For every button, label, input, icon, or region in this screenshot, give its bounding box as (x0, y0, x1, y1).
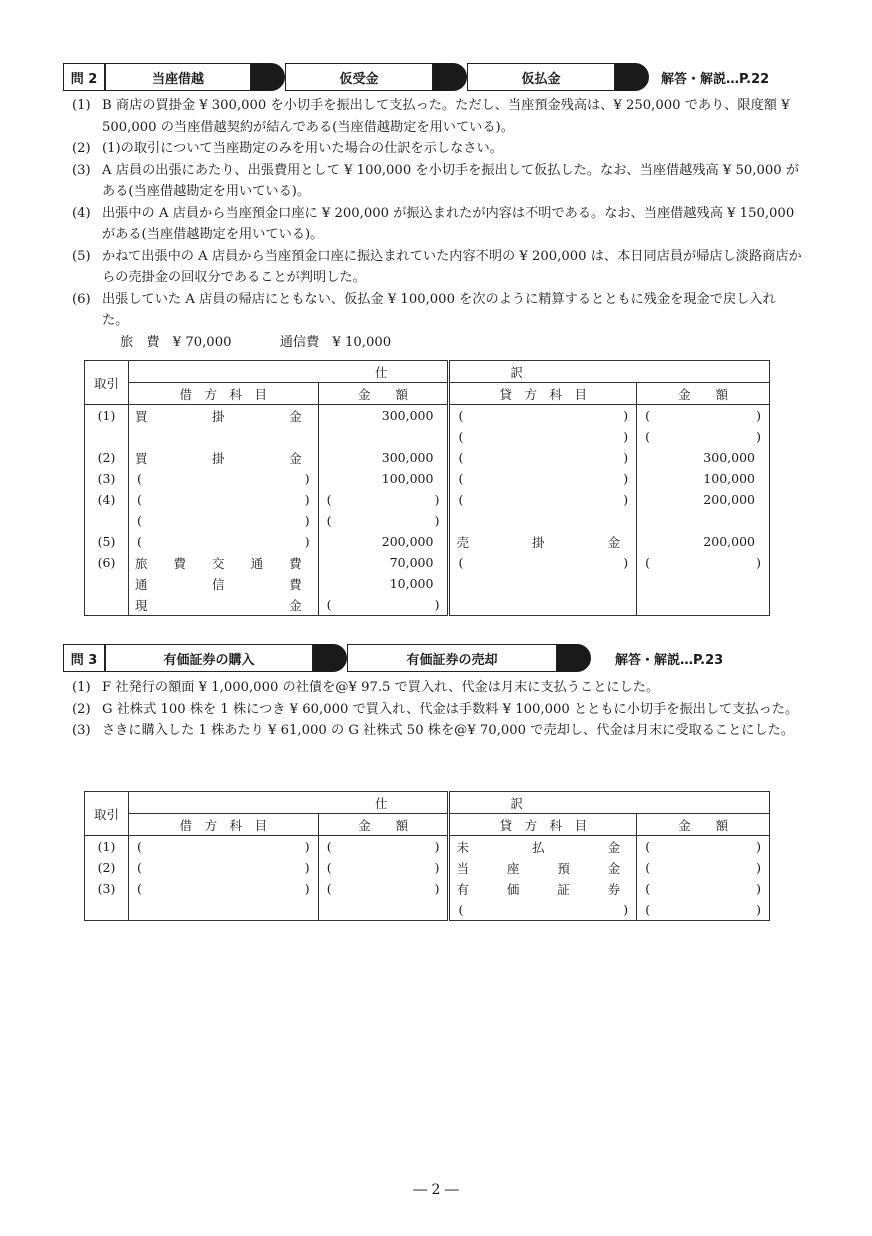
debit-account-cell (128, 405, 318, 427)
q2-table-header-top (85, 361, 770, 383)
debit-amount-cell: 300,000 (318, 447, 449, 468)
debit-amount-cell: ( ) (318, 489, 449, 510)
debit-account-cell-text: 旅 費 交 通 費 (134, 555, 302, 571)
debit-account-cell (128, 594, 318, 616)
credit-amount-cell (637, 594, 770, 616)
torihiki-cell: (2) (85, 447, 129, 468)
credit-account-cell: ( ) (449, 552, 637, 573)
credit-account-cell-text: 未 払 金 (456, 839, 621, 855)
table-row (85, 447, 770, 468)
debit-account-cell-text: 通 信 費 (134, 576, 302, 592)
credit-account-cell: ( ) (449, 447, 637, 468)
credit-amount-cell (637, 510, 770, 531)
credit-amount-cell (637, 573, 770, 594)
credit-account-cell-text: 当 座 預 金 (456, 860, 621, 876)
page-number: ― 2 ― (413, 1182, 459, 1198)
table-row (85, 857, 770, 878)
debit-account-cell: ( ) (128, 489, 318, 510)
credit-account-cell: ( ) (449, 405, 637, 427)
debit-account-cell: ( ) (128, 857, 318, 878)
q3-problem-3: (3) さきに購入した 1 株あたり ¥ 61,000 の G 社株式 50 株を@¥ 70,000 で売却し、代金は月末に受取ることにした。 (72, 723, 795, 738)
credit-amount-cell: 100,000 (637, 468, 770, 489)
q3-journal-table (84, 791, 770, 921)
credit-account-cell: ( ) (449, 468, 637, 489)
q3-col-torihiki: 取引 (85, 792, 129, 836)
q2-problem-6: (6) 出張していた A 店員の帰店にともない、仮払金 ¥ 100,000 を次のように精算するとともに残金を現金で戻し入れた。 (72, 291, 776, 328)
q3-col-amount-debit: 金 額 (318, 814, 449, 836)
table-row (85, 899, 770, 921)
q3-answer-ref: 解答・解説…P.23 (615, 652, 724, 668)
q3-header (63, 644, 723, 672)
credit-account-cell-text: 売 掛 金 (456, 534, 621, 550)
q2-journal-table (84, 360, 770, 616)
q3-number: 問 3 (63, 644, 105, 672)
q2-col-amount-credit: 金 額 (637, 383, 770, 405)
debit-amount-cell: ( ) (318, 857, 449, 878)
torihiki-cell (85, 510, 129, 531)
q3-table-header-top (85, 792, 770, 814)
credit-account-cell (449, 594, 637, 616)
debit-amount-cell: 100,000 (318, 468, 449, 489)
table-row (85, 426, 770, 447)
q2-tag-2: 仮受金 (285, 63, 433, 91)
debit-account-cell: ( ) (128, 836, 318, 858)
q2-header (63, 63, 769, 91)
q2-problem-5: (5) かねて出張中の A 店員から当座預金口座に振込まれていた内容不明の ¥ 200,000 は、本日同店員が帰店し淡路商店からの売掛金の回収分であることが判明した。 (72, 248, 802, 285)
table-row (85, 878, 770, 899)
q3-problems (72, 677, 802, 742)
credit-account-cell (449, 878, 637, 899)
torihiki-cell (85, 426, 129, 447)
q3-tag-2: 有価証券の売却 (347, 644, 557, 672)
credit-amount-cell: ( ) (637, 857, 770, 878)
credit-amount-cell: ( ) (637, 552, 770, 573)
debit-account-cell (128, 899, 318, 921)
q2-col-debit: 借 方 科 目 (128, 383, 318, 405)
q3-problem-1: (1) F 社発行の額面 ¥ 1,000,000 の社債を@¥ 97.5 で買入れ、代金は月末に支払うことにした。 (72, 680, 660, 695)
q2-tag-1: 当座借越 (105, 63, 251, 91)
q2-tag-3: 仮払金 (467, 63, 615, 91)
credit-amount-cell: 200,000 (637, 531, 770, 552)
q3-head-shi: 仕 (128, 792, 449, 814)
q2-sub-item-travel: 旅 費 ¥ 70,000 (120, 334, 232, 350)
torihiki-cell (85, 594, 129, 616)
q2-head-wake: 訳 (449, 361, 770, 383)
q3-problem-2: (2) G 社株式 100 株を 1 株につき ¥ 60,000 で買入れ、代金は手数料 ¥ 100,000 とともに小切手を振出して支払った。 (72, 701, 799, 717)
torihiki-cell: (1) (85, 836, 129, 858)
debit-account-cell: ( ) (128, 468, 318, 489)
credit-account-cell (449, 857, 637, 878)
q2-table-header-sub (85, 383, 770, 405)
torihiki-cell (85, 899, 129, 921)
credit-account-cell (449, 573, 637, 594)
debit-account-cell (128, 552, 318, 573)
credit-account-cell: ( ) (449, 489, 637, 510)
debit-account-cell: ( ) (128, 510, 318, 531)
credit-account-cell: ( ) (449, 426, 637, 447)
q2-tag-cap-1 (251, 63, 285, 91)
torihiki-cell (85, 573, 129, 594)
torihiki-cell: (2) (85, 857, 129, 878)
table-row (85, 510, 770, 531)
table-row (85, 468, 770, 489)
debit-account-cell: ( ) (128, 878, 318, 899)
credit-account-cell (449, 531, 637, 552)
q2-answer-ref: 解答・解説…P.22 (661, 71, 770, 87)
q2-col-amount-debit: 金 額 (318, 383, 449, 405)
torihiki-cell: (3) (85, 468, 129, 489)
credit-account-cell (449, 836, 637, 858)
debit-amount-cell: 200,000 (318, 531, 449, 552)
q2-sub-item-comm: 通信費 ¥ 10,000 (279, 334, 392, 350)
q2-sub-items (72, 332, 802, 354)
debit-account-cell (128, 573, 318, 594)
q2-problem-3: (3) A 店員の出張にあたり、出張費用として ¥ 100,000 を小切手を振出して仮払した。なお、当座借越残高 ¥ 50,000 がある(当座借越勘定を用いている)。 (72, 162, 800, 199)
q3-col-credit: 貸 方 科 目 (449, 814, 637, 836)
debit-amount-cell: 70,000 (318, 552, 449, 573)
q3-tag-cap-2 (557, 644, 591, 672)
torihiki-cell: (6) (85, 552, 129, 573)
torihiki-cell: (1) (85, 405, 129, 427)
debit-amount-cell: ( ) (318, 594, 449, 616)
credit-account-cell-text: 有 価 証 券 (456, 881, 621, 897)
debit-amount-cell: 10,000 (318, 573, 449, 594)
debit-account-cell-text: 買 掛 金 (134, 408, 302, 424)
q2-tag-cap-3 (615, 63, 649, 91)
q2-col-torihiki: 取引 (85, 361, 129, 405)
table-row (85, 552, 770, 573)
debit-amount-cell: ( ) (318, 878, 449, 899)
q2-problem-4: (4) 出張中の A 店員から当座預金口座に ¥ 200,000 が振込まれたが内容は不明である。なお、当座借越残高 ¥ 150,000 がある(当座借越勘定を用いている)。 (72, 205, 795, 242)
credit-amount-cell: 200,000 (637, 489, 770, 510)
table-row (85, 405, 770, 427)
debit-account-cell-text: 買 掛 金 (134, 450, 302, 466)
q2-problem-1: (1) B 商店の買掛金 ¥ 300,000 を小切手を振出して支払った。ただし、当座預金残高は、¥ 250,000 であり、限度額 ¥ 500,000 の当座借越契約が結んである(当座借越勘定を用いている)。 (72, 98, 790, 135)
debit-amount-cell (318, 899, 449, 921)
credit-amount-cell: ( ) (637, 899, 770, 921)
debit-amount-cell (318, 426, 449, 447)
table-row (85, 594, 770, 616)
q2-head-shi: 仕 (128, 361, 448, 383)
q3-col-debit: 借 方 科 目 (128, 814, 318, 836)
credit-amount-cell: 300,000 (637, 447, 770, 468)
table-row (85, 573, 770, 594)
credit-amount-cell: ( ) (637, 878, 770, 899)
table-row (85, 531, 770, 552)
q2-tag-cap-2 (433, 63, 467, 91)
credit-account-cell (449, 510, 637, 531)
q2-number: 問 2 (63, 63, 105, 91)
debit-account-cell: ( ) (128, 531, 318, 552)
q3-tag-1: 有価証券の購入 (105, 644, 313, 672)
q3-tag-cap-1 (313, 644, 347, 672)
table-row (85, 836, 770, 858)
q2-col-credit: 貸 方 科 目 (449, 383, 637, 405)
q3-head-wake: 訳 (449, 792, 770, 814)
debit-amount-cell: 300,000 (318, 405, 449, 427)
torihiki-cell: (5) (85, 531, 129, 552)
q3-table-header-sub (85, 814, 770, 836)
q2-problems (72, 95, 802, 353)
credit-amount-cell: ( ) (637, 405, 770, 427)
debit-account-cell-text: 現 金 (134, 597, 302, 613)
table-row (85, 489, 770, 510)
credit-amount-cell: ( ) (637, 426, 770, 447)
debit-account-cell (128, 426, 318, 447)
debit-account-cell (128, 447, 318, 468)
credit-amount-cell: ( ) (637, 836, 770, 858)
q2-problem-2: (2) (1)の取引について当座勘定のみを用いた場合の仕訳を示しなさい。 (72, 141, 503, 156)
torihiki-cell: (4) (85, 489, 129, 510)
debit-amount-cell: ( ) (318, 836, 449, 858)
torihiki-cell: (3) (85, 878, 129, 899)
credit-account-cell: ( ) (449, 899, 637, 921)
q3-col-amount-credit: 金 額 (637, 814, 770, 836)
debit-amount-cell: ( ) (318, 510, 449, 531)
